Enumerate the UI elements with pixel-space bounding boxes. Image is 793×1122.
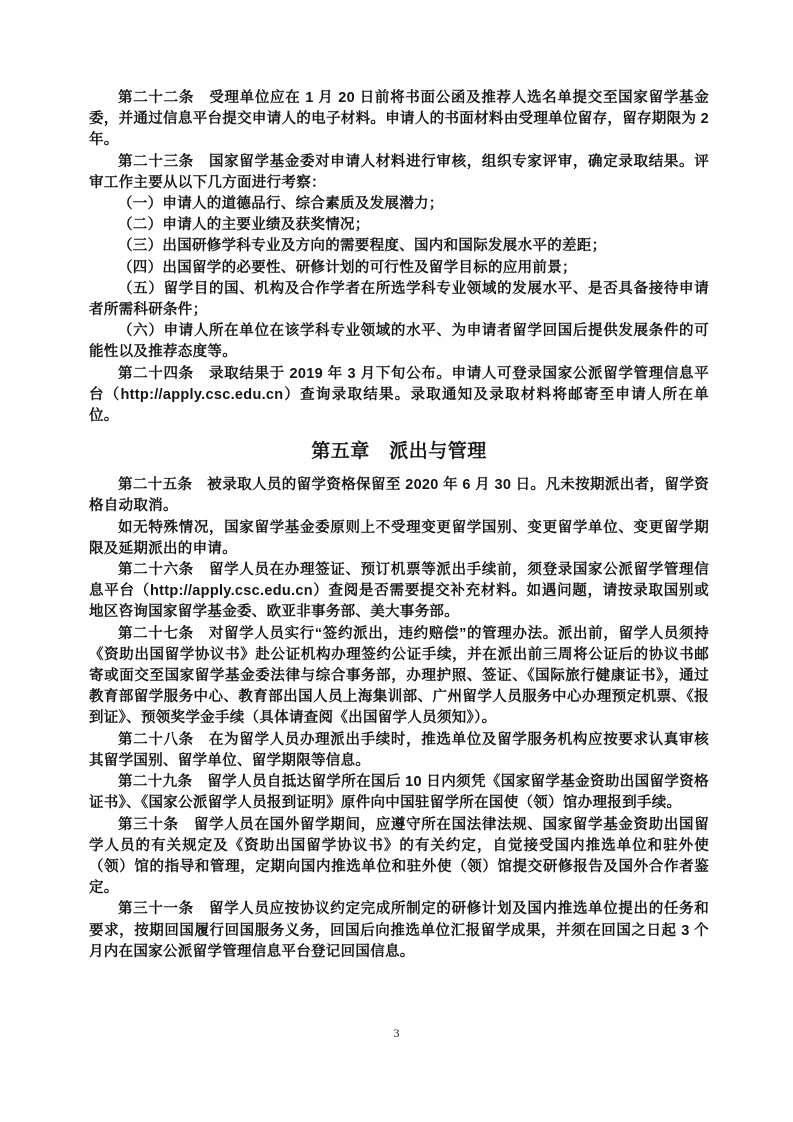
article-24-paragraph: 第二十四条 录取结果于 2019 年 3 月下旬公布。申请人可登录国家公派留学管理信息平台（http://apply.csc.edu.cn）查询录取结果。录取通知及录取材料将邮寄至申请人所在单位。 — [89, 365, 709, 425]
article-23-paragraph: 第二十三条 国家留学基金委对申请人材料进行审核，组织专家评审，确定录取结果。评审工作主要从以下几方面进行考察： — [89, 153, 709, 191]
review-criteria-item-3: （三）出国研修学科专业及方向的需要程度、国内和国际发展水平的差距； — [118, 238, 607, 255]
review-criteria-item-2: （二）申请人的主要业绩及获奖情况； — [118, 217, 370, 234]
article-26-paragraph: 第二十六条 留学人员在办理签证、预订机票等派出手续前，须登录国家公派留学管理信息平台（http://apply.csc.edu.cn）查阅是否需要提交补充材料。如遇问题，请按录取国别或地区咨询国家留学基金委、欧亚非事务部、美大事务部。 — [89, 562, 709, 621]
article-25-paragraph: 第二十五条 被录取人员的留学资格保留至 2020 年 6 月 30 日。凡未按期派出者，留学资格自动取消。 — [89, 477, 709, 515]
article-25-note-paragraph: 如无特殊情况，国家留学基金委原则上不受理变更留学国别、变更留学单位、变更留学期限及延期派出的申请。 — [89, 519, 709, 557]
document-body — [89, 88, 709, 963]
page-number: 3 — [393, 1026, 400, 1040]
article-27-paragraph: 第二十七条 对留学人员实行“签约派出，违约赔偿”的管理办法。派出前，留学人员须持《资助出国留学协议书》赴公证机构办理签约公证手续，并在派出前三周将公证后的协议书邮寄或面交至国家留学基金委法律与综合事务部，办理护照、签证、《国际旅行健康证书》，通过教育部留学服务中心、教育部出国人员上海集训部、广州留学人员服务中心办理预定机票、《报到证》、预领奖学金手续（具体请查阅《出国留学人员须知》）。 — [89, 625, 709, 727]
article-31-paragraph: 第三十一条 留学人员应按协议约定完成所制定的研修计划及国内推选单位提出的任务和要求，按期回国履行回国服务义务，回国后向推选单位汇报留学成果，并须在回国之日起 3 个月内在国家公派留学管理信息平台登记回国信息。 — [89, 901, 709, 960]
review-criteria-item-6: （六）申请人所在单位在该学科专业领域的水平、为申请者留学回国后提供发展条件的可能性以及推荐态度等。 — [89, 323, 709, 361]
review-criteria-item-5: （五）留学目的国、机构及合作学者在所选学科专业领域的发展水平、是否具备接待申请者所需科研条件； — [89, 280, 709, 319]
review-criteria-item-4: （四）出国留学的必要性、研修计划的可行性及留学目标的应用前景； — [118, 259, 577, 276]
article-29-paragraph: 第二十九条 留学人员自抵达留学所在国后 10 日内须凭《国家留学基金资助出国留学资格证书》、《国家公派留学人员报到证明》原件向中国驻留学所在国使（领）馆办理报到手续。 — [89, 774, 709, 812]
article-30-paragraph: 第三十条 留学人员在国外留学期间，应遵守所在国法律法规、国家留学基金资助出国留学人员的有关规定及《资助出国留学协议书》的有关约定，自觉接受国内推选单位和驻外使（领）馆的指导和管理，定期向国内推选单位和驻外使（领）馆提交研修报告及国外合作者鉴定。 — [89, 816, 709, 897]
chapter-5-heading: 第五章 派出与管理 — [311, 441, 487, 463]
article-28-paragraph: 第二十八条 在为留学人员办理派出手续时，推选单位及留学服务机构应按要求认真审核其留学国别、留学单位、留学期限等信息。 — [89, 731, 709, 769]
article-22-paragraph: 第二十二条 受理单位应在 1 月 20 日前将书面公函及推荐人选名单提交至国家留学基金委，并通过信息平台提交申请人的电子材料。申请人的书面材料由受理单位留存，留存期限为 2 年。 — [89, 90, 709, 149]
review-criteria-item-1: （一）申请人的道德品行、综合素质及发展潜力； — [118, 196, 444, 213]
